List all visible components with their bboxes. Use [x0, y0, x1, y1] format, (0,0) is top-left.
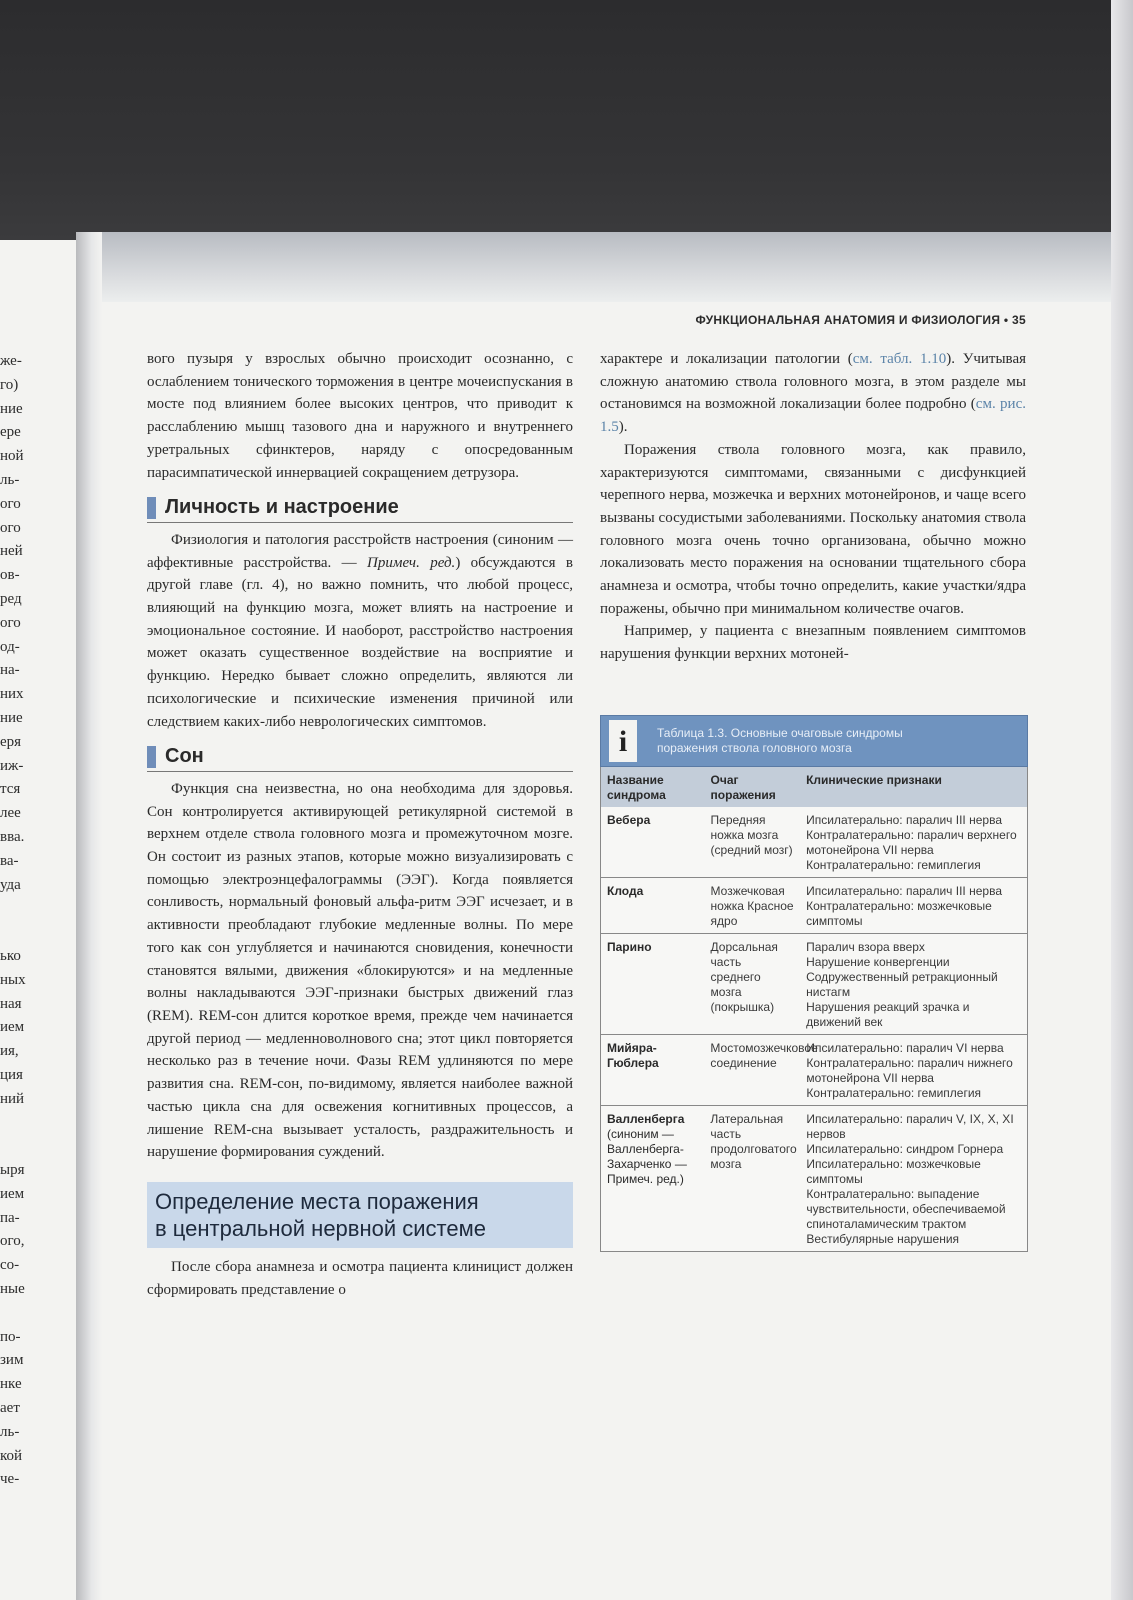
fragment-line: по-: [0, 1328, 21, 1345]
fragment-line: па-: [0, 1209, 20, 1226]
paragraph: характере и локализации патологии (см. табл. 1.10). Учитывая сложную анатомию ствола головного мозга, в этом разделе мы остановимся на возможной локализации более подробно (см. рис. 1.5).: [600, 351, 1027, 436]
scanner-background: [0, 0, 1133, 240]
sign-item: Контралатерально: паралич нижнего мотонейрона VII нерва: [806, 1056, 1013, 1085]
lesion-site: Передняя ножка мозга (средний мозг): [710, 813, 793, 857]
fragment-line: ние: [0, 400, 23, 417]
column-header: Клинические признаки: [806, 773, 942, 787]
fragment-line: на-: [0, 662, 20, 679]
fragment-line: ция: [0, 1066, 23, 1083]
fragment-line: ная: [0, 995, 22, 1012]
fragment-line: ием: [0, 1185, 25, 1202]
fragment-line: же-: [0, 353, 22, 369]
fragment-line: ние: [0, 709, 23, 726]
fragment-line: ней: [0, 543, 23, 560]
fragment-line: зим: [0, 1352, 24, 1369]
table-reference-link[interactable]: см. табл. 1.10: [852, 351, 947, 367]
table-row: [600, 1106, 1028, 1252]
sign-item: Ипсилатерально: синдром Горнера: [806, 1142, 1004, 1156]
fragment-line: [0, 897, 40, 921]
fragment-line: [0, 1135, 40, 1159]
sign-item: Ипсилатерально: паралич VI нерва: [806, 1041, 1004, 1055]
sign-item: Контралатерально: выпадение чувствительности, обеспечиваемой спиноталамическим трактом: [806, 1187, 1006, 1231]
fragment-line: ает: [0, 1400, 20, 1417]
fragment-line: ием: [0, 1019, 25, 1036]
section-heading-sleep: [147, 743, 573, 772]
fragment-line: ль-: [0, 471, 20, 488]
fragment-line: вва.: [0, 828, 25, 845]
lesion-site: Мостомозжечковое соединение: [710, 1041, 818, 1070]
paragraph: Поражения ствола головного мозга, как правило, характеризуются симптомами, связанными с дисфункцией черепного нерва, мозжечка и верхних мотонейронов, и чаще всего вызваны сосудистыми заболеваниями. Поскольку анатомия ствола головного мозга очень точно организована, обычно можно локализовать место поражения на основании тщательного сбора анамнеза и осмотра, чтобы точно определить, какие участки/ядра поражены, обычно при минимальном количестве очагов.: [600, 441, 1026, 617]
fragment-line: ыря: [0, 1162, 25, 1179]
table-body: [600, 807, 1028, 1252]
page-top-shadow: [76, 232, 1111, 302]
paragraph: Например, у пациента с внезапным появлением симптомов нарушения функции верхних мотоней-: [600, 623, 1026, 663]
fragment-line: ва-: [0, 852, 19, 869]
sign-item: Ипсилатерально: мозжечковые симптомы: [806, 1157, 981, 1186]
fragment-line: ной: [0, 448, 24, 465]
fragment-line: ого: [0, 519, 21, 536]
sign-item: Ипсилатерально: паралич III нерва: [806, 884, 1002, 898]
fragment-line: уда: [0, 876, 21, 893]
fragment-line: ред: [0, 590, 22, 607]
syndrome-name: Парино: [607, 940, 652, 954]
lesion-site: Дорсальная часть среднего мозга (покрышка): [710, 940, 778, 1014]
fragment-line: нке: [0, 1376, 22, 1393]
info-icon: i: [609, 720, 637, 762]
fragment-line: ов-: [0, 567, 20, 584]
sign-item: Ипсилатерально: паралич III нерва: [806, 813, 1002, 827]
table-row: [600, 934, 1028, 1035]
sign-item: Вестибулярные нарушения: [806, 1232, 960, 1246]
fragment-line: го): [0, 376, 19, 393]
fragment-line: ия,: [0, 1043, 19, 1060]
paragraph: После сбора анамнеза и осмотра пациента клиницист должен сформировать представление о: [147, 1258, 573, 1298]
fragment-line: ний: [0, 1090, 25, 1107]
sign-item: Ипсилатерально: паралич V, IX, X, XI нервов: [806, 1112, 1014, 1141]
section-heading-mood: [147, 494, 573, 523]
sign-item: Паралич взора вверх: [806, 940, 925, 954]
syndrome-name: Мийяра-Гюблера: [607, 1041, 659, 1070]
fragment-line: них: [0, 686, 24, 703]
paragraph: Функция сна неизвестна, но она необходима для здоровья. Сон контролируется активирующей ретикулярной системой в верхнем отделе ствола головного мозга и промежуточном мозге. Он состоит из разных этапов, которые можно визуализировать с помощью электроэнцефалограммы (ЭЭГ). Когда появляется сонливость, нормальный фоновый альфа-ритм ЭЭГ исчезает, и в активности преобладают глубокие медленные волны. По мере того как сон углубляется и начинаются сновидения, конечности становятся вялыми, движения «блокируются» и на медленные волны накладываются ЭЭГ-признаки быстрых движений глаз (REM). REM-сон длится короткое время, прежде чем начинается другой период — медленноволнового сна; этот цикл повторяется несколько раз в течение ночи. Фазы REM удлиняются по мере развития сна. REM-сон, по-видимому, является наиболее важной частью цикла сна для освежения когнитивных процессов, а лишение REM-сна вызывает усталость, раздражительность и нарушение формирования суждений.: [147, 780, 573, 1161]
fragment-line: [0, 921, 40, 945]
sign-item: Контралатерально: гемиплегия: [806, 1086, 982, 1100]
syndrome-name: Вебера: [607, 813, 651, 827]
fragment-line: иж-: [0, 757, 24, 774]
syndrome-name: Клода: [607, 884, 644, 898]
fragment-line: еря: [0, 733, 22, 750]
fragment-line: со-: [0, 1257, 20, 1274]
right-column: [600, 348, 1026, 666]
paragraph: Физиология и патология расстройств настроения (синоним — аффективные расстройства. — Примеч. ред.) обсуждаются в другой главе (гл. 4), но важно помнить, что любой процесс, влияющий на функцию мозга, может влиять на настроение и эмоциональное состояние. И наоборот, расстройство настроения может оказать существенное воздействие на восприятие и функцию. Нередко бывает сложно определить, являются ли психологические и психические изменения причиной или следствием каких-либо неврологических симптомов.: [147, 531, 573, 730]
heading-bar: [147, 497, 156, 519]
scanner-edge: [1111, 0, 1133, 1600]
sign-item: Контралатерально: паралич верхнего мотонейрона VII нерва: [806, 828, 1017, 857]
fragment-line: [0, 1112, 40, 1136]
fragment-line: ные: [0, 1281, 25, 1298]
fragment-line: [0, 1302, 40, 1326]
clinical-signs: [800, 934, 1027, 1034]
table-row: [600, 1035, 1028, 1106]
paragraph: вого пузыря у взрослых обычно происходит осознанно, с ослаблением тонического торможения в центре мочеиспускания в мосте под влиянием более высоких центров, что приводит к расслаблению мышц тазового дна и наружного и внутреннего уретральных сфинктеров, наряду с опосредованным парасимпатической иннервацией сокращением детрузора.: [147, 351, 573, 481]
sign-item: Контралатерально: гемиплегия: [806, 858, 981, 872]
syndrome-name: Валленберга (синоним — Валленберга-Захарченко — Примеч. ред.): [607, 1112, 687, 1186]
column-header: Очаг поражения: [710, 773, 776, 802]
fragment-line: кой: [0, 1447, 23, 1464]
sign-item: Содружественный ретракционный нистагм: [806, 970, 998, 999]
column-header: Название синдрома: [607, 773, 666, 802]
fragment-line: ого: [0, 495, 21, 512]
lesion-site: Мозжечковая ножка Красное ядро: [710, 884, 794, 928]
fragment-line: ере: [0, 424, 21, 441]
heading-bar: [147, 746, 156, 768]
heading-text: Сон: [165, 745, 204, 768]
syndromes-table: [600, 715, 1028, 1252]
table-header-row: [600, 767, 1028, 807]
book-gutter: [76, 232, 102, 1600]
heading-text: Личность и настроение: [165, 496, 399, 519]
clinical-signs: [800, 807, 1027, 877]
fragment-line: тся: [0, 781, 21, 798]
sign-item: Контралатерально: мозжечковые симптомы: [806, 899, 992, 928]
sign-item: Нарушение конвергенции: [806, 955, 950, 969]
fragment-line: ль-: [0, 1423, 20, 1440]
left-page-fragment: [0, 350, 40, 1492]
fragment-line: че-: [0, 1471, 20, 1488]
figure-reference-link[interactable]: см. рис. 1.5: [600, 396, 1026, 436]
lesion-site: Латеральная часть продолговатого мозга: [710, 1112, 797, 1171]
sign-item: Нарушения реакций зрачка и движений век: [806, 1000, 970, 1029]
fragment-line: ных: [0, 971, 26, 988]
fragment-line: лее: [0, 805, 21, 822]
table-row: [600, 807, 1028, 878]
clinical-signs: [800, 878, 1027, 933]
clinical-signs: [800, 1035, 1027, 1105]
section-heading-lesion-location: Определение места поражения в центральной нервной системе: [147, 1182, 573, 1248]
fragment-line: ого: [0, 614, 21, 631]
fragment-line: од-: [0, 638, 20, 655]
left-column: [147, 348, 573, 1301]
table-caption: [600, 715, 1028, 767]
caption-line: поражения ствола головного мозга: [657, 741, 852, 755]
fragment-line: ого,: [0, 1233, 25, 1250]
running-head: ФУНКЦИОНАЛЬНАЯ АНАТОМИЯ И ФИЗИОЛОГИЯ • 35: [695, 313, 1026, 327]
table-row: [600, 878, 1028, 934]
clinical-signs: [800, 1106, 1027, 1251]
fragment-line: ько: [0, 947, 21, 964]
caption-line: Таблица 1.3. Основные очаговые синдромы: [657, 726, 903, 740]
